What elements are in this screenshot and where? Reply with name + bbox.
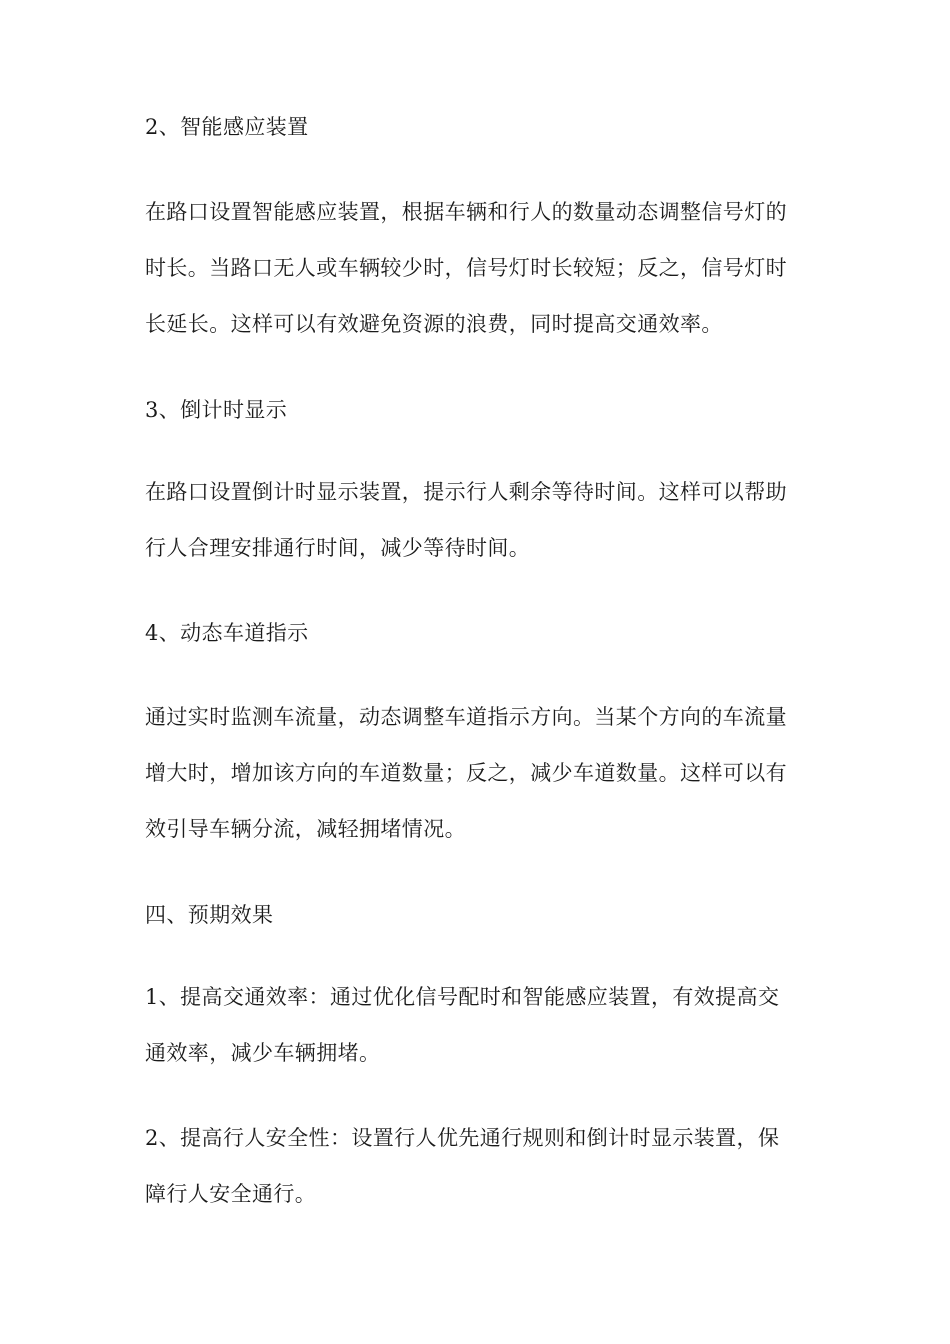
text-line: 长延长。这样可以有效避免资源的浪费，同时提高交通效率。 bbox=[145, 312, 723, 336]
text-line: 3、倒计时显示 bbox=[145, 398, 288, 422]
text-line: 效引导车辆分流，减轻拥堵情况。 bbox=[145, 817, 466, 841]
section-heading-dynamic-lane bbox=[145, 605, 810, 661]
section-heading-smart-sensing bbox=[145, 99, 810, 155]
paragraph-countdown bbox=[145, 464, 810, 576]
text-line: 2、智能感应装置 bbox=[145, 115, 309, 139]
text-line: 通过实时监测车流量，动态调整车道指示方向。当某个方向的车流量 bbox=[145, 705, 787, 729]
text-line: 增大时，增加该方向的车道数量；反之，减少车道数量。这样可以有 bbox=[145, 761, 787, 785]
paragraph-smart-sensing bbox=[145, 184, 810, 352]
paragraph-dynamic-lane bbox=[145, 689, 810, 857]
text-line: 障行人安全通行。 bbox=[145, 1182, 317, 1206]
text-line: 在路口设置智能感应装置，根据车辆和行人的数量动态调整信号灯的 bbox=[145, 200, 787, 224]
text-line: 1、提高交通效率：通过优化信号配时和智能感应装置，有效提高交 bbox=[145, 985, 780, 1009]
section-heading-expected-effects bbox=[145, 887, 810, 943]
text-line: 行人合理安排通行时间，减少等待时间。 bbox=[145, 536, 531, 560]
section-heading-countdown bbox=[145, 382, 810, 438]
paragraph-pedestrian-safety bbox=[145, 1110, 810, 1222]
text-line: 4、动态车道指示 bbox=[145, 621, 309, 645]
text-line: 通效率，减少车辆拥堵。 bbox=[145, 1041, 381, 1065]
paragraph-traffic-efficiency bbox=[145, 969, 810, 1081]
text-line: 四、预期效果 bbox=[145, 903, 274, 927]
text-line: 在路口设置倒计时显示装置，提示行人剩余等待时间。这样可以帮助 bbox=[145, 480, 787, 504]
text-line: 时长。当路口无人或车辆较少时，信号灯时长较短；反之，信号灯时 bbox=[145, 256, 787, 280]
text-line: 2、提高行人安全性：设置行人优先通行规则和倒计时显示装置，保 bbox=[145, 1126, 780, 1150]
